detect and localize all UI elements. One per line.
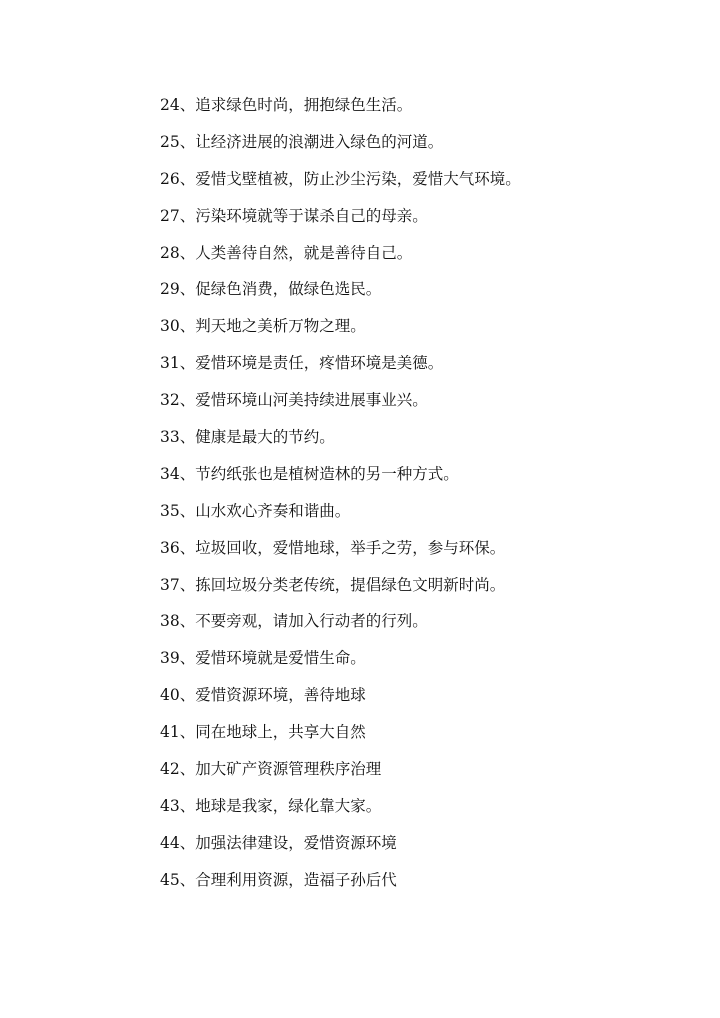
list-item: 41、同在地球上，共享大自然 xyxy=(160,723,366,742)
list-item: 32、爱惜环境山河美持续进展事业兴。 xyxy=(160,391,428,410)
list-item: 42、加大矿产资源管理秩序治理 xyxy=(160,760,382,779)
list-item: 40、爱惜资源环境，善待地球 xyxy=(160,686,366,705)
list-item: 45、合理利用资源，造福子孙后代 xyxy=(160,870,397,889)
list-item: 30、判天地之美析万物之理。 xyxy=(160,317,366,336)
list-item: 39、爱惜环境就是爱惜生命。 xyxy=(160,649,366,668)
list-item: 25、让经济进展的浪潮进入绿色的河道。 xyxy=(160,132,444,151)
list-item: 24、追求绿色时尚，拥抱绿色生活。 xyxy=(160,96,413,114)
list-item: 35、山水欢心齐奏和谐曲。 xyxy=(160,501,351,520)
slogan-list xyxy=(160,90,521,902)
list-item: 36、垃圾回收，爱惜地球，举手之劳，参与环保。 xyxy=(160,538,506,557)
list-item: 31、爱惜环境是责任，疼惜环境是美德。 xyxy=(160,354,444,373)
list-item: 38、不要旁观，请加入行动者的行列。 xyxy=(160,612,428,631)
list-item: 27、污染环境就等于谋杀自己的母亲。 xyxy=(160,206,428,225)
list-item: 37、拣回垃圾分类老传统，提倡绿色文明新时尚。 xyxy=(160,575,506,594)
list-item: 29、促绿色消费，做绿色选民。 xyxy=(160,280,382,299)
list-item: 44、加强法律建设，爱惜资源环境 xyxy=(160,833,397,852)
list-item: 28、人类善待自然，就是善待自己。 xyxy=(160,243,413,262)
list-item: 43、地球是我家，绿化靠大家。 xyxy=(160,796,382,815)
list-item: 26、爱惜戈壁植被，防止沙尘污染，爱惜大气环境。 xyxy=(160,169,521,188)
list-item: 33、健康是最大的节约。 xyxy=(160,428,335,447)
list-item: 34、节约纸张也是植树造林的另一种方式。 xyxy=(160,464,459,483)
